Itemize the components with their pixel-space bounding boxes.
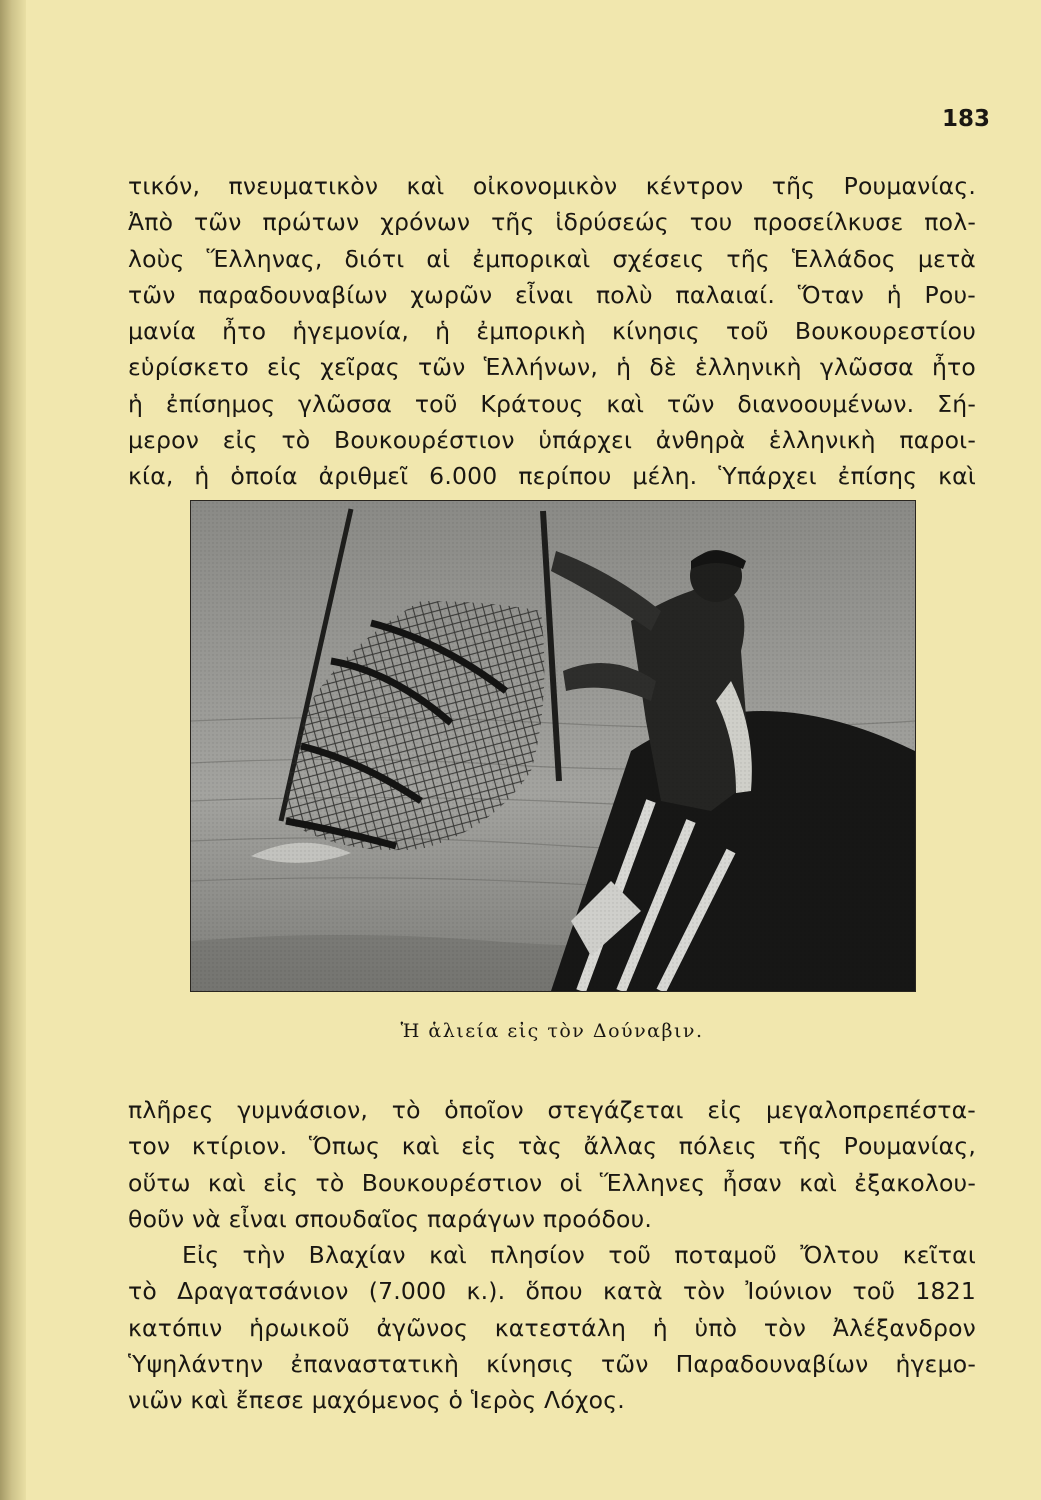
text-line: τῶν παραδουναβίων χωρῶν εἶναι πολὺ παλαιαί. Ὅταν ἡ Ρου-	[128, 280, 976, 309]
text-line: κατόπιν ἡρωικοῦ ἀγῶνος κατεστάλη ἡ ὑπὸ τὸν Ἀλέξανδρον	[128, 1313, 976, 1342]
text-line: λοὺς Ἕλληνας, διότι αἱ ἐμπορικαὶ σχέσεις τῆς Ἑλλάδος μετὰ	[128, 244, 976, 273]
text-line: τὸ Δραγατσάνιον (7.000 κ.). ὅπου κατὰ τὸν Ἰούνιον τοῦ 1821	[128, 1277, 976, 1306]
text-line: Ὑψηλάντην ἐπαναστατικὴ κίνησις τῶν Παραδουναβίων ἡγεμο-	[128, 1350, 976, 1379]
text-line: πλῆρες γυμνάσιον, τὸ ὁποῖον στεγάζεται εἰς μεγαλοπρεπέστα-	[128, 1096, 976, 1124]
text-line: τικόν, πνευματικὸν καὶ οἰκονομικὸν κέντρον τῆς Ρουμανίας.	[128, 172, 976, 200]
page-gutter-shadow	[0, 0, 26, 1500]
text-line: κία, ἡ ὁποία ἀριθμεῖ 6.000 περίπου μέλη. Ὑπάρχει ἐπίσης καὶ	[128, 462, 976, 491]
text-line: εὑρίσκετο εἰς χεῖρας τῶν Ἑλλήνων, ἡ δὲ ἑλληνικὴ γλῶσσα ἦτο	[128, 353, 976, 382]
text-line: Εἰς τὴν Βλαχίαν καὶ πλησίον τοῦ ποταμοῦ Ὄλτου κεῖται	[182, 1241, 976, 1270]
page-number: 183	[941, 106, 990, 132]
top-paragraph	[128, 168, 976, 495]
text-line: μανία ἦτο ἡγεμονία, ἡ ἐμπορικὴ κίνησις τοῦ Βουκουρεστίου	[128, 317, 976, 346]
text-line: οὕτω καὶ εἰς τὸ Βουκουρέστιον οἱ Ἕλληνες ἦσαν καὶ ἐξακολου-	[128, 1168, 976, 1197]
text-line: ἡ ἐπίσημος γλῶσσα τοῦ Κράτους καὶ τῶν διανοουμένων. Σή-	[128, 389, 976, 418]
photo-caption: Ἡ ἁλιεία εἰς τὸν Δούναβιν.	[400, 1020, 704, 1042]
text-line: μερον εἰς τὸ Βουκουρέστιον ὑπάρχει ἀνθηρὰ ἑλληνικὴ παροι-	[128, 426, 976, 455]
text-line: Ἀπὸ τῶν πρώτων χρόνων τῆς ἱδρύσεώς του προσείλκυσε πολ-	[128, 208, 976, 237]
text-line: θοῦν νὰ εἶναι σπουδαῖος παράγων προόδου.	[128, 1204, 653, 1233]
text-line: τον κτίριον. Ὅπως καὶ εἰς τὰς ἄλλας πόλεις τῆς Ρουμανίας,	[128, 1132, 976, 1161]
fishing-photo	[190, 500, 916, 992]
bottom-text	[128, 1092, 976, 1419]
text-line: νιῶν καὶ ἔπεσε μαχόμενος ὁ Ἱερὸς Λόχος.	[128, 1386, 625, 1415]
